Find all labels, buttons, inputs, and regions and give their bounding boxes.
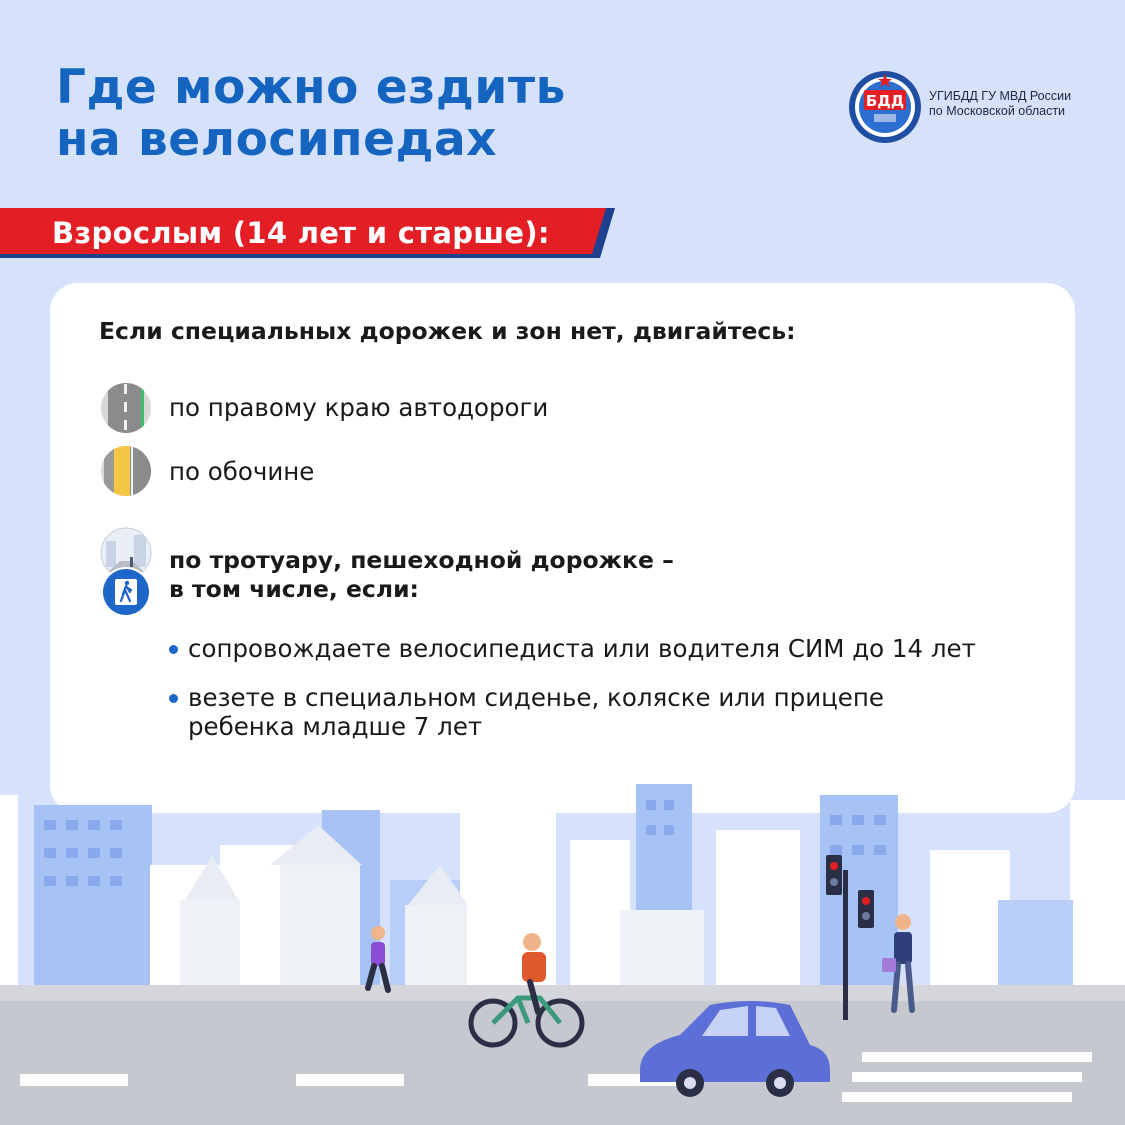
org-line-1: УГИБДД ГУ МВД России bbox=[929, 89, 1072, 103]
bullet-dot bbox=[169, 694, 178, 703]
sidewalk-line-1: по тротуару, пешеходной дорожке – bbox=[169, 546, 674, 574]
bullet-dot bbox=[169, 645, 178, 654]
org-line-2: по Московской области bbox=[929, 104, 1066, 118]
card-title: Если специальных дорожек и зон нет, двигайтесь: bbox=[99, 317, 796, 345]
title-line-2: на велосипедах bbox=[56, 112, 498, 167]
option-road-edge: по правому краю автодороги bbox=[169, 393, 549, 422]
organization-name bbox=[929, 89, 1071, 119]
road-edge-icon bbox=[100, 382, 152, 434]
sidewalk bbox=[0, 985, 1125, 1001]
age-banner: Взрослым (14 лет и старше): bbox=[52, 216, 550, 250]
option-sidewalk bbox=[169, 546, 674, 604]
option-shoulder: по обочине bbox=[169, 457, 315, 486]
condition-bullet-2 bbox=[169, 683, 884, 741]
bullet-2-text-line-2: ребенка младше 7 лет bbox=[188, 712, 483, 741]
pedestrian-sign-icon bbox=[100, 566, 152, 618]
page-title bbox=[56, 62, 566, 166]
condition-bullet-1 bbox=[169, 634, 976, 663]
title-line-1: Где можно ездить bbox=[56, 60, 566, 115]
bullet-2-text-line-1: везете в специальном сиденье, коляске или прицепе bbox=[188, 683, 884, 712]
bdd-emblem-logo bbox=[848, 70, 922, 144]
bullet-1-text: сопровождаете велосипедиста или водителя СИМ до 14 лет bbox=[188, 634, 976, 663]
sidewalk-line-2: в том числе, если: bbox=[169, 575, 419, 603]
road-shoulder-icon bbox=[100, 445, 152, 497]
city-scene-illustration bbox=[0, 770, 1125, 1125]
logo-text: БДД bbox=[865, 92, 905, 110]
